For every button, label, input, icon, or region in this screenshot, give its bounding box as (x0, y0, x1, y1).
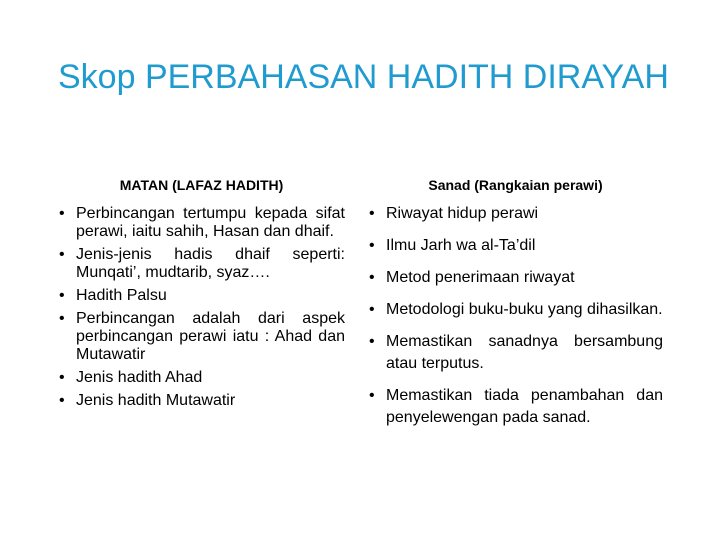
list-item: • Jenis-jenis hadis dhaif seperti: Munqati’, mudtarib, syaz…. (58, 246, 345, 282)
sanad-column (368, 175, 663, 439)
matan-column (58, 175, 345, 415)
list-item: • Hadith Palsu (58, 287, 345, 305)
list-item: • Metodologi buku-buku yang dihasilkan. (368, 299, 663, 321)
list-item: • Riwayat hidup perawi (368, 203, 663, 225)
matan-list (58, 205, 345, 410)
list-item: • Jenis hadith Mutawatir (58, 392, 345, 410)
slide-title: Skop PERBAHASAN HADITH DIRAYAH (58, 58, 669, 96)
list-item: • Perbincangan tertumpu kepada sifat perawi, iaitu sahih, Hasan dan dhaif. (58, 205, 345, 241)
list-item: • Perbincangan adalah dari aspek perbincangan perawi iatu : Ahad dan Mutawatir (58, 310, 345, 364)
list-item: • Memastikan sanadnya bersambung atau terputus. (368, 331, 663, 375)
matan-heading: MATAN (LAFAZ HADITH) (119, 177, 284, 193)
sanad-list (368, 203, 663, 429)
list-item: • Jenis hadith Ahad (58, 369, 345, 387)
list-item: • Ilmu Jarh wa al-Ta’dil (368, 235, 663, 257)
list-item: • Metod penerimaan riwayat (368, 267, 663, 289)
sanad-heading: Sanad (Rangkaian perawi) (428, 177, 603, 193)
list-item: • Memastikan tiada penambahan dan penyelewengan pada sanad. (368, 385, 663, 429)
